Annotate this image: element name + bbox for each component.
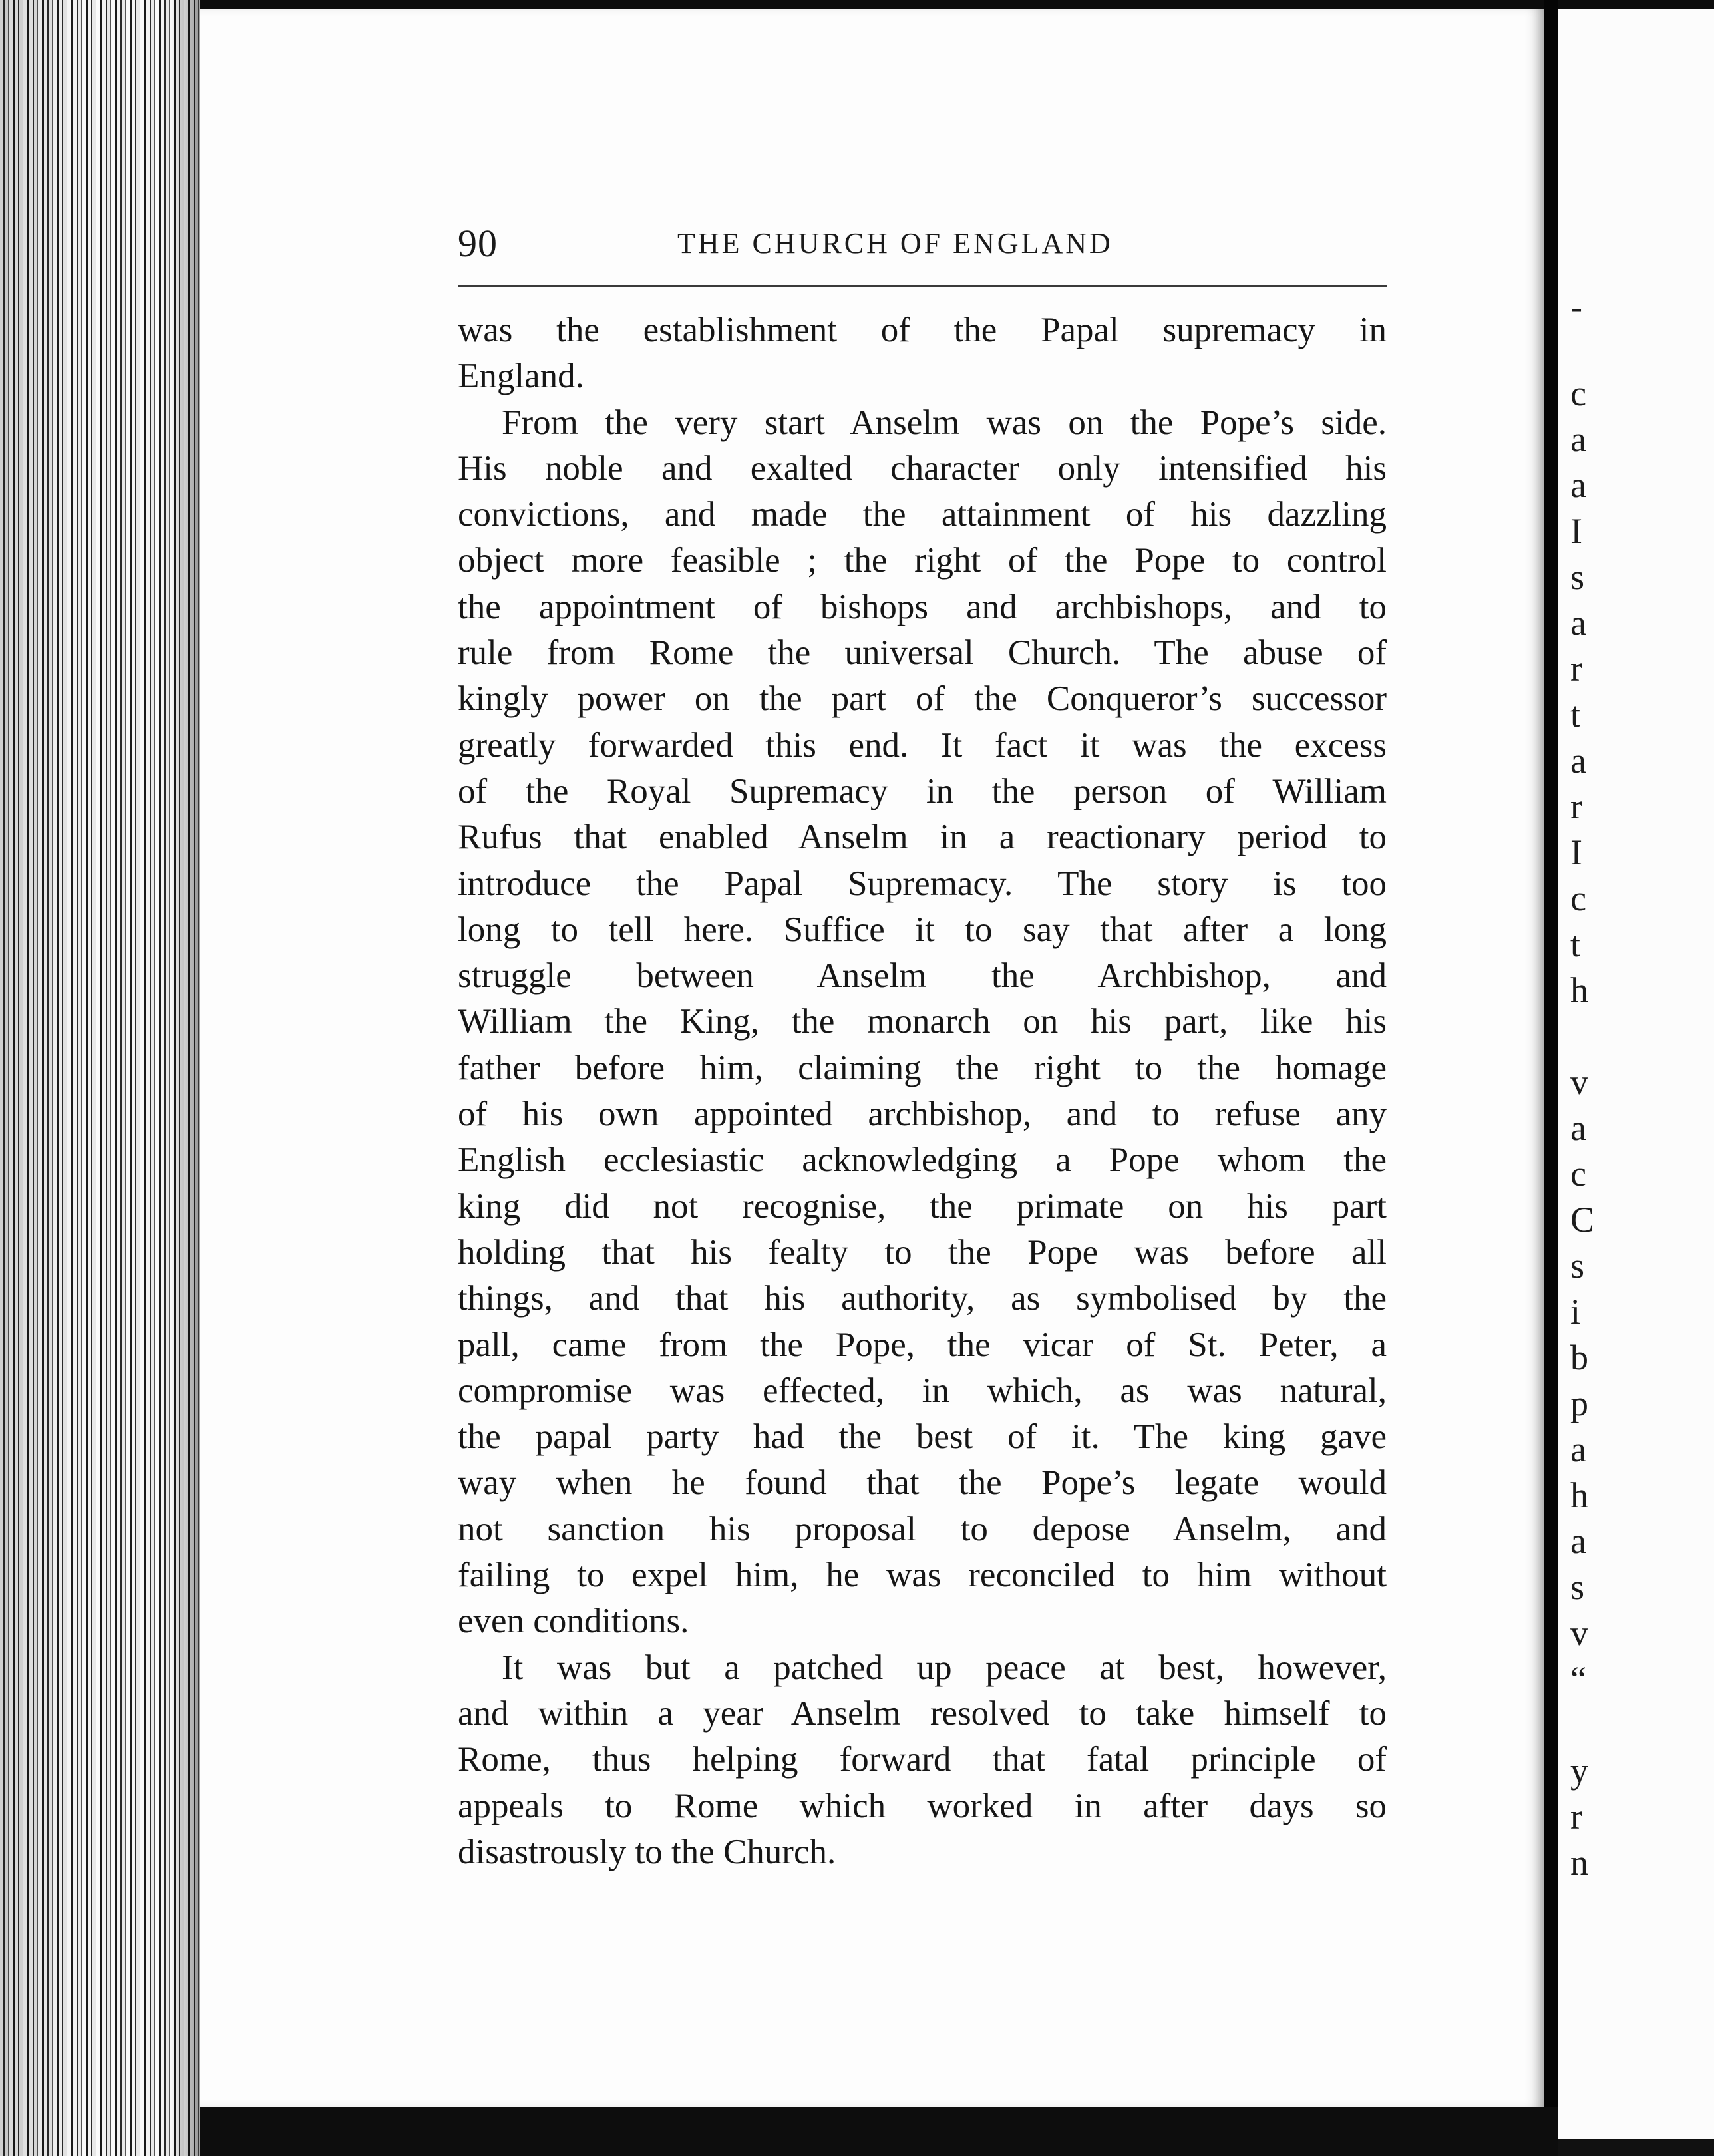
page-gutter <box>1544 0 1558 2156</box>
text-line: greatly forwarded this end. It fact it was the excess <box>458 725 1387 765</box>
fore-edge-shadow <box>0 0 200 2156</box>
facing-line-fragment: c <box>1570 373 1586 413</box>
text-line: English ecclesiastic acknowledging a Pope whom the <box>458 1141 1387 1180</box>
text-line: of his own appointed archbishop, and to refuse any <box>458 1095 1387 1134</box>
facing-line-fragment: s <box>1570 1567 1585 1607</box>
facing-line-fragment: r <box>1570 787 1582 826</box>
facing-line-fragment: t <box>1570 924 1581 964</box>
facing-line-fragment: y <box>1570 1751 1588 1791</box>
text-line: compromise was effected, in which, as was natural, <box>458 1371 1387 1410</box>
text-line: holding that his fealty to the Pope was before all <box>458 1232 1387 1272</box>
text-line: William the King, the monarch on his part, like his <box>458 1002 1387 1041</box>
text-line: Rome, thus helping forward that fatal principle of <box>458 1740 1387 1779</box>
facing-line-fragment: a <box>1570 465 1586 505</box>
paragraph-first-line: From the very start Anselm was on the Pope’s side. <box>502 403 1387 442</box>
text-line: pall, came from the Pope, the vicar of St. Peter, a <box>458 1325 1387 1364</box>
text-line: and within a year Anselm resolved to take himself to <box>458 1694 1387 1733</box>
facing-line-fragment: c <box>1570 1154 1586 1194</box>
facing-line-fragment: I <box>1570 511 1582 551</box>
text-line: of the Royal Supremacy in the person of William <box>458 771 1387 810</box>
text-line: father before him, claiming the right to the homage <box>458 1048 1387 1087</box>
running-title: THE CHURCH OF ENGLAND <box>677 227 1113 260</box>
body-text <box>458 307 1387 1875</box>
scan-border-bottom <box>200 2107 1558 2156</box>
text-line: object more feasible ; the right of the Pope to control <box>458 541 1387 580</box>
facing-line-fragment: r <box>1570 649 1582 689</box>
facing-line-fragment: s <box>1570 1246 1585 1286</box>
header-rule <box>458 285 1387 287</box>
text-line: struggle between Anselm the Archbishop, and <box>458 956 1387 995</box>
facing-line-fragment: I <box>1570 832 1582 872</box>
facing-line-fragment: h <box>1570 970 1588 1010</box>
facing-line-fragment: a <box>1570 741 1586 781</box>
facing-line-fragment: h <box>1570 1475 1588 1515</box>
text-line: England. <box>458 357 584 396</box>
facing-line-fragment: a <box>1570 1429 1586 1469</box>
facing-line-fragment: p <box>1570 1383 1588 1423</box>
running-header <box>458 221 1387 269</box>
facing-line-fragment: r <box>1570 1797 1582 1837</box>
facing-line-fragment: C <box>1570 1200 1595 1240</box>
text-line: Rufus that enabled Anselm in a reactionary period to <box>458 818 1387 857</box>
text-line: the papal party had the best of it. The king gave <box>458 1417 1387 1457</box>
text-line: things, and that his authority, as symbolised by the <box>458 1279 1387 1318</box>
text-line: rule from Rome the universal Church. The abuse of <box>458 633 1387 673</box>
text-line: introduce the Papal Supremacy. The story is too <box>458 864 1387 903</box>
text-line: way when he found that the Pope’s legate would <box>458 1463 1387 1503</box>
facing-line-fragment: “ <box>1570 1659 1586 1699</box>
text-line: even conditions. <box>458 1602 689 1641</box>
text-line: kingly power on the part of the Conqueror’s successor <box>458 679 1387 719</box>
text-line: long to tell here. Suffice it to say that after a long <box>458 910 1387 949</box>
text-line: was the establishment of the Papal supremacy in <box>458 311 1387 349</box>
facing-line-fragment: n <box>1570 1843 1588 1883</box>
facing-line-fragment: a <box>1570 1108 1586 1148</box>
facing-line-fragment: s <box>1570 557 1585 597</box>
text-line: appeals to Rome which worked in after days so <box>458 1786 1387 1825</box>
text-line: king did not recognise, the primate on his part <box>458 1186 1387 1226</box>
facing-line-fragment: a <box>1570 1521 1586 1561</box>
facing-line-fragment: a <box>1570 603 1586 643</box>
facing-line-fragment: v <box>1570 1613 1588 1653</box>
facing-line-fragment: v <box>1570 1062 1588 1102</box>
page-number: 90 <box>458 222 498 265</box>
facing-line-fragment: b <box>1570 1338 1588 1377</box>
text-line: not sanction his proposal to depose Anselm, and <box>458 1509 1387 1548</box>
text-line: the appointment of bishops and archbishops, and to <box>458 587 1387 626</box>
facing-line-fragment: a <box>1570 419 1586 459</box>
text-line: failing to expel him, he was reconciled to him without <box>458 1556 1387 1595</box>
text-line: disastrously to the Church. <box>458 1832 836 1871</box>
facing-line-fragment: t <box>1570 695 1581 735</box>
facing-line-fragment: - <box>1570 287 1582 327</box>
paragraph-first-line: It was but a patched up peace at best, however, <box>502 1648 1387 1687</box>
text-line: convictions, and made the attainment of his dazzling <box>458 495 1387 534</box>
facing-line-fragment: i <box>1570 1292 1581 1332</box>
facing-line-fragment: c <box>1570 878 1586 918</box>
facing-page <box>1558 9 1714 2139</box>
text-line: His noble and exalted character only intensified his <box>458 449 1387 488</box>
